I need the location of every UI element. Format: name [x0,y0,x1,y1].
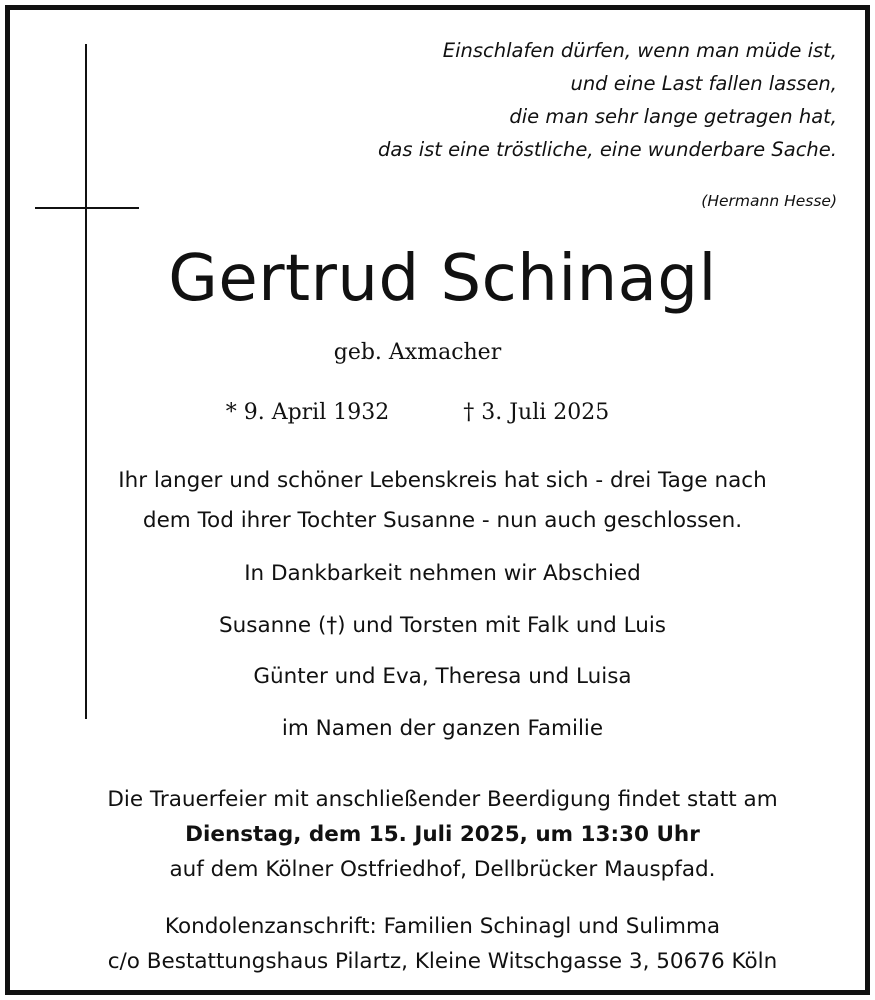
funeral-info: Die Trauerfeier mit anschließender Beerdigung findet statt am [107,787,778,812]
funeral-date-time: Dienstag, dem 15. Juli 2025, um 13:30 Uhr [185,822,700,847]
cross-horizontal-bar [35,207,139,209]
obituary-frame [5,5,870,995]
poem-line: das ist eine tröstliche, eine wunderbare Sache. [378,138,837,161]
poem-quote [378,34,837,166]
farewell-intro: In Dankbarkeit nehmen wir Abschied [244,561,641,586]
mourner-line: im Namen der ganzen Familie [281,716,604,741]
poem-author: (Hermann Hesse) [701,192,837,210]
message-line: dem Tod ihrer Tochter Susanne - nun auch geschlossen. [142,508,743,533]
life-dates [0,400,850,425]
birth-date: * 9. April 1932 [225,400,390,425]
funeral-location: auf dem Kölner Ostfriedhof, Dellbrücker Mauspfad. [169,857,716,882]
poem-line: Einschlafen dürfen, wenn man müde ist, [442,39,837,62]
mourner-line: Günter und Eva, Theresa und Luisa [253,664,632,689]
deceased-name: Gertrud Schinagl [168,242,717,316]
condolence-address: c/o Bestattungshaus Pilartz, Kleine Witschgasse 3, 50676 Köln [107,949,778,974]
condolence-address: Kondolenzanschrift: Familien Schinagl und Sulimma [164,914,721,939]
poem-line: und eine Last fallen lassen, [570,72,837,95]
poem-line: die man sehr lange getragen hat, [509,105,837,128]
mourner-line: Susanne (†) und Torsten mit Falk und Luis [219,613,666,638]
maiden-name: geb. Axmacher [333,340,502,365]
message-line: Ihr langer und schöner Lebenskreis hat sich - drei Tage nach [118,468,767,493]
death-date: † 3. Juli 2025 [463,400,610,425]
